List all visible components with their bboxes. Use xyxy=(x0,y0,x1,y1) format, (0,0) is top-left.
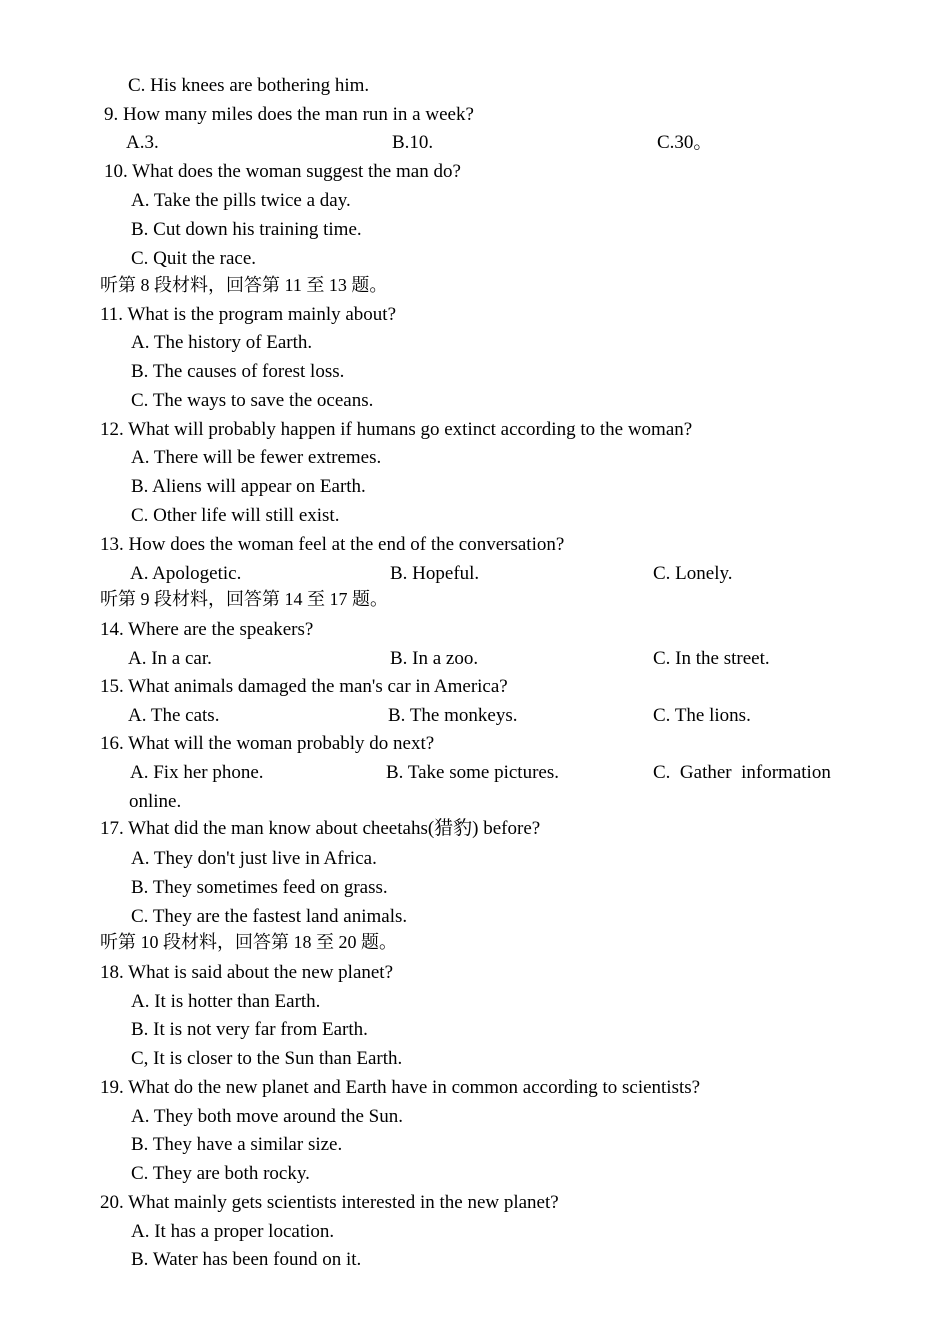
question-text: 20. What mainly gets scientists interested in the new planet? xyxy=(100,1192,559,1213)
option-text: A. Take the pills twice a day. xyxy=(131,190,351,211)
option-text: A. They don't just live in Africa. xyxy=(131,848,377,869)
option-b: B. The monkeys. xyxy=(388,705,518,726)
option-text: B. Cut down his training time. xyxy=(131,219,362,240)
option-text: A. It is hotter than Earth. xyxy=(131,991,321,1012)
option-text: B. They have a similar size. xyxy=(131,1134,343,1155)
option-b: B. Take some pictures. xyxy=(386,762,559,783)
option-a: A.3. xyxy=(126,132,159,153)
option-a: A. Apologetic. xyxy=(130,563,242,584)
question-text: 11. What is the program mainly about? xyxy=(100,304,397,325)
section-instruction: 听第 8 段材料，回答第 11 至 13 题。 xyxy=(100,275,388,295)
question-text: 10. What does the woman suggest the man do? xyxy=(104,161,461,182)
option-text: C. The ways to save the oceans. xyxy=(131,390,374,411)
option-text: A. The history of Earth. xyxy=(131,332,313,353)
question-text: 12. What will probably happen if humans go extinct according to the woman? xyxy=(100,419,693,440)
option-c: C.30。 xyxy=(657,132,713,153)
question-text: 19. What do the new planet and Earth have in common according to scientists? xyxy=(100,1077,701,1098)
option-text: B. They sometimes feed on grass. xyxy=(131,877,388,898)
option-text: B. Aliens will appear on Earth. xyxy=(131,476,366,497)
option-a: A. Fix her phone. xyxy=(130,762,264,783)
option-text: B. The causes of forest loss. xyxy=(131,361,345,382)
option-c: C. Gather information xyxy=(653,762,831,783)
question-text: 15. What animals damaged the man's car in America? xyxy=(100,676,508,697)
option-text: C. Other life will still exist. xyxy=(131,505,340,526)
option-text: C. His knees are bothering him. xyxy=(128,75,370,96)
option-a: A. In a car. xyxy=(128,648,212,669)
option-b: B. Hopeful. xyxy=(390,563,480,584)
option-c: C. The lions. xyxy=(653,705,751,726)
question-text: 13. How does the woman feel at the end of the conversation? xyxy=(100,534,565,555)
option-a: A. The cats. xyxy=(128,705,220,726)
question-text: 16. What will the woman probably do next? xyxy=(100,733,435,754)
question-text: 14. Where are the speakers? xyxy=(100,619,314,640)
section-instruction: 听第 10 段材料，回答第 18 至 20 题。 xyxy=(100,932,397,952)
question-text: 18. What is said about the new planet? xyxy=(100,962,394,983)
question-text: 17. What did the man know about cheetahs(猎豹) before? xyxy=(100,818,541,839)
option-text: C. They are the fastest land animals. xyxy=(131,906,408,927)
option-text: A. They both move around the Sun. xyxy=(131,1106,403,1127)
option-c: C. In the street. xyxy=(653,648,770,669)
option-text: B. Water has been found on it. xyxy=(131,1249,362,1270)
option-c: C. Lonely. xyxy=(653,563,733,584)
option-continuation: online. xyxy=(129,791,182,812)
option-text: A. There will be fewer extremes. xyxy=(131,447,382,468)
question-text: 9. How many miles does the man run in a week? xyxy=(104,104,474,125)
option-b: B. In a zoo. xyxy=(390,648,479,669)
option-text: C. They are both rocky. xyxy=(131,1163,310,1184)
option-text: A. It has a proper location. xyxy=(131,1221,335,1242)
section-instruction: 听第 9 段材料，回答第 14 至 17 题。 xyxy=(100,589,388,609)
option-text: C, It is closer to the Sun than Earth. xyxy=(131,1048,403,1069)
option-text: C. Quit the race. xyxy=(131,248,257,269)
option-b: B.10. xyxy=(392,132,434,153)
option-text: B. It is not very far from Earth. xyxy=(131,1019,368,1040)
